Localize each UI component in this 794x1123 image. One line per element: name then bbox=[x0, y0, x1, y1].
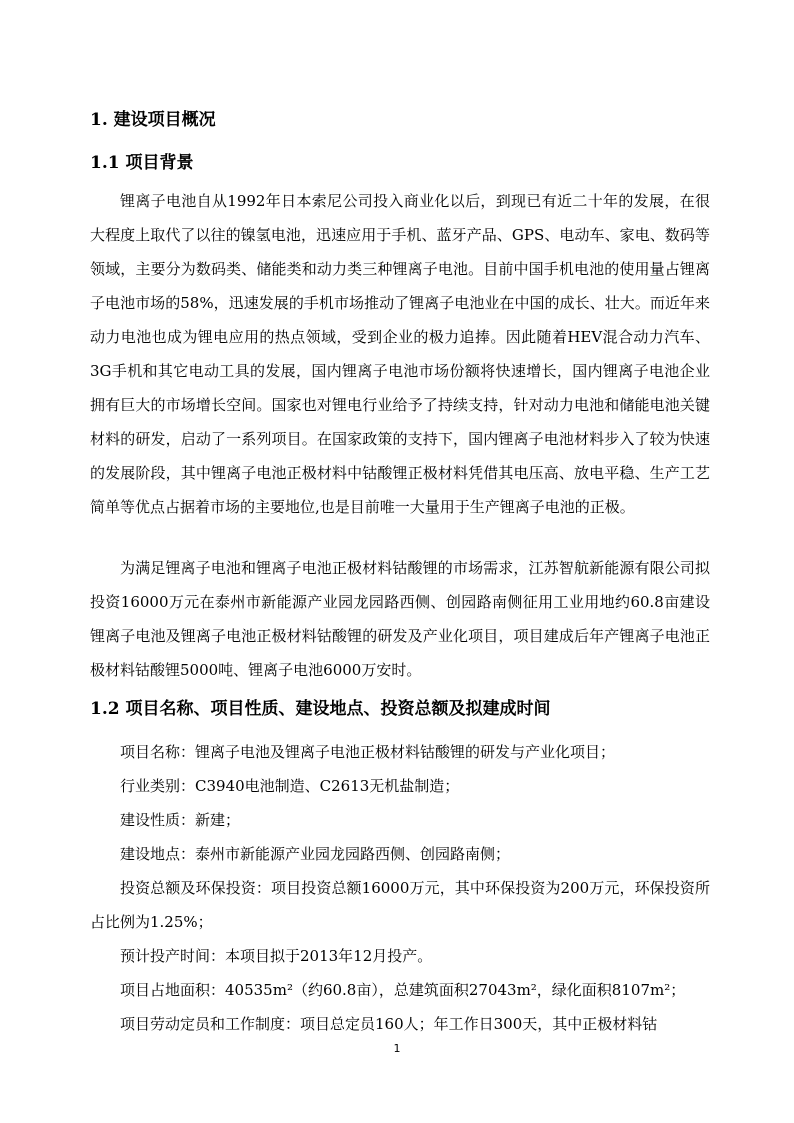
section-1-2-list bbox=[90, 735, 710, 1041]
section-1-2-title: 1.2 项目名称、项目性质、建设地点、投资总额及拟建成时间 bbox=[90, 699, 551, 719]
list-item-production-date: 预计投产时间：本项目拟于2013年12月投产。 bbox=[120, 947, 433, 965]
list-item-area: 项目占地面积：40535m²（约60.8亩），总建筑面积27043m²，绿化面积8107m²； bbox=[120, 981, 686, 999]
section-1-1-body bbox=[90, 184, 710, 524]
list-item-industry: 行业类别：C3940电池制造、C2613无机盐制造； bbox=[120, 777, 460, 795]
paragraph-investment: 为满足锂离子电池和锂离子电池正极材料钴酸锂的市场需求，江苏智航新能源有限公司拟投资16000万元在泰州市新能源产业园龙园路西侧、创园路南侧征用工业用地约60.8亩建设锂离子电池及锂离子电池正极材料钴酸锂的研发及产业化项目，项目建成后年产锂离子电池正极材料钴酸锂5000吨、锂离子电池6000万安时。 bbox=[90, 559, 710, 679]
list-item-investment: 投资总额及环保投资：项目投资总额16000万元，其中环保投资为200万元，环保投资所占比例为1.25%； bbox=[90, 879, 710, 931]
list-item-staffing: 项目劳动定员和工作制度：项目总定员160人；年工作日300天，其中正极材料钴 bbox=[120, 1015, 658, 1033]
paragraph-background: 锂离子电池自从1992年日本索尼公司投入商业化以后，到现已有近二十年的发展，在很大程度上取代了以往的镍氢电池，迅速应用于手机、蓝牙产品、GPS、电动车、家电、数码等领域，主要分为数码类、储能类和动力类三种锂离子电池。目前中国手机电池的使用量占锂离子电池市场的58%，迅速发展的手机市场推动了锂离子电池业在中国的成长、壮大。而近年来动力电池也成为锂电应用的热点领域，受到企业的极力追捧。因此随着HEV混合动力汽车、3G手机和其它电动工具的发展，国内锂离子电池市场份额将快速增长，国内锂离子电池企业拥有巨大的市场增长空间。国家也对锂电行业给予了持续支持，针对动力电池和储能电池关键材料的研发，启动了一系列项目。在国家政策的支持下，国内锂离子电池材料步入了较为快速的发展阶段，其中锂离子电池正极材料中钴酸锂正极材料凭借其电压高、放电平稳、生产工艺简单等优点占据着市场的主要地位,也是目前唯一大量用于生产锂离子电池的正极。 bbox=[90, 192, 710, 516]
page-number: 1 bbox=[393, 1042, 401, 1055]
list-item-nature: 建设性质：新建； bbox=[120, 811, 241, 829]
heading-1: 1. 建设项目概况 bbox=[90, 110, 216, 130]
section-1-1-title: 1.1 项目背景 bbox=[90, 153, 194, 173]
list-item-project-name: 项目名称：锂离子电池及锂离子电池正极材料钴酸锂的研发与产业化项目； bbox=[120, 743, 616, 761]
list-item-location: 建设地点：泰州市新能源产业园龙园路西侧、创园路南侧； bbox=[120, 845, 511, 863]
section-1-1-body-2 bbox=[90, 551, 710, 687]
